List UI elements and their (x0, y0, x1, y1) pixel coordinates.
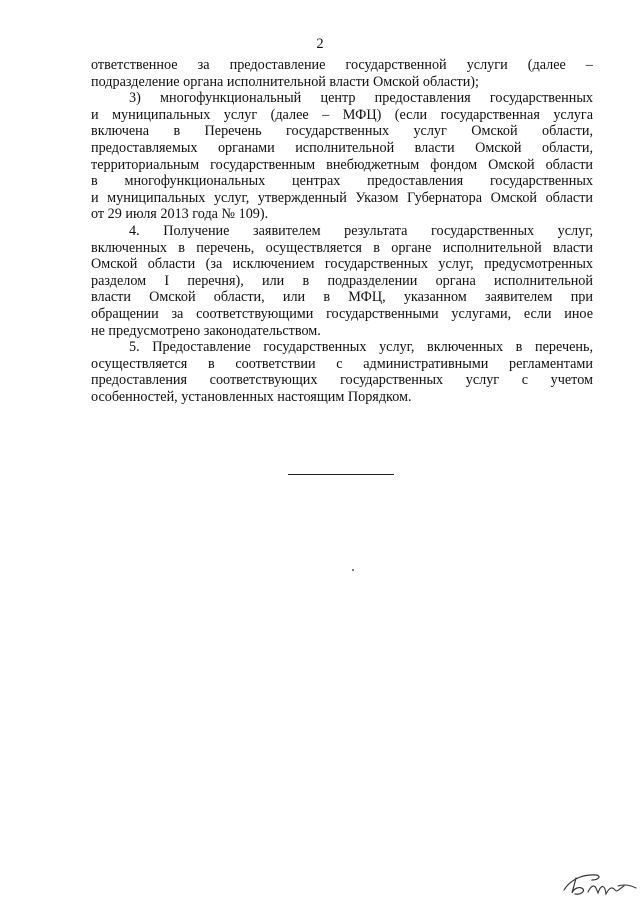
text-line: и муниципальных услуг, утвержденный Указом Губернатора Омской области (91, 189, 593, 206)
paragraph-5 (91, 339, 593, 405)
signature-icon (558, 866, 638, 900)
text-line: включена в Перечень государственных услуг Омской области, (91, 123, 593, 140)
text-line: предоставляемых органами исполнительной власти Омской области, (91, 139, 593, 156)
text-line: предоставления соответствующих государственных услуг с учетом (91, 372, 593, 389)
document-body (91, 57, 593, 405)
text-line: не предусмотрено законодательством. (91, 322, 321, 339)
text-line: и муниципальных услуг (далее – МФЦ) (если государственная услуга (91, 106, 593, 123)
paragraph-4 (91, 223, 593, 339)
text-line: ответственное за предоставление государственной услуги (далее – (91, 57, 593, 73)
text-line: от 29 июля 2013 года № 109). (91, 206, 269, 223)
end-of-document-rule (288, 474, 394, 475)
text-line: территориальным государственным внебюджетным фондом Омской области (91, 156, 593, 173)
text-line: 3) многофункциональный центр предоставления государственных (129, 90, 593, 107)
text-line: осуществляется в соответствии с административными регламентами (91, 355, 593, 372)
text-line: Омской области (за исключением государственных услуг, предусмотренных (91, 256, 593, 273)
text-line: власти Омской области, или в МФЦ, указанном заявителем при (91, 289, 593, 306)
text-line: 4. Получение заявителем результата государственных услуг, (129, 222, 593, 239)
scan-speck (352, 569, 354, 571)
text-line: разделом I перечня), или в подразделении органа исполнительной (91, 272, 593, 289)
paragraph-2-continued (91, 57, 593, 90)
text-line: подразделение органа исполнительной власти Омской области); (91, 73, 479, 90)
text-line: 5. Предоставление государственных услуг, включенных в перечень, (129, 339, 593, 356)
text-line: включенных в перечень, осуществляется в органе исполнительной власти (91, 239, 593, 256)
text-line: в многофункциональных центрах предоставления государственных (91, 173, 593, 190)
text-line: обращении за соответствующими государственными услугами, если иное (91, 305, 593, 322)
page-number: 2 (316, 36, 324, 52)
paragraph-3 (91, 90, 593, 223)
text-line: особенностей, установленных настоящим Порядком. (91, 388, 412, 405)
